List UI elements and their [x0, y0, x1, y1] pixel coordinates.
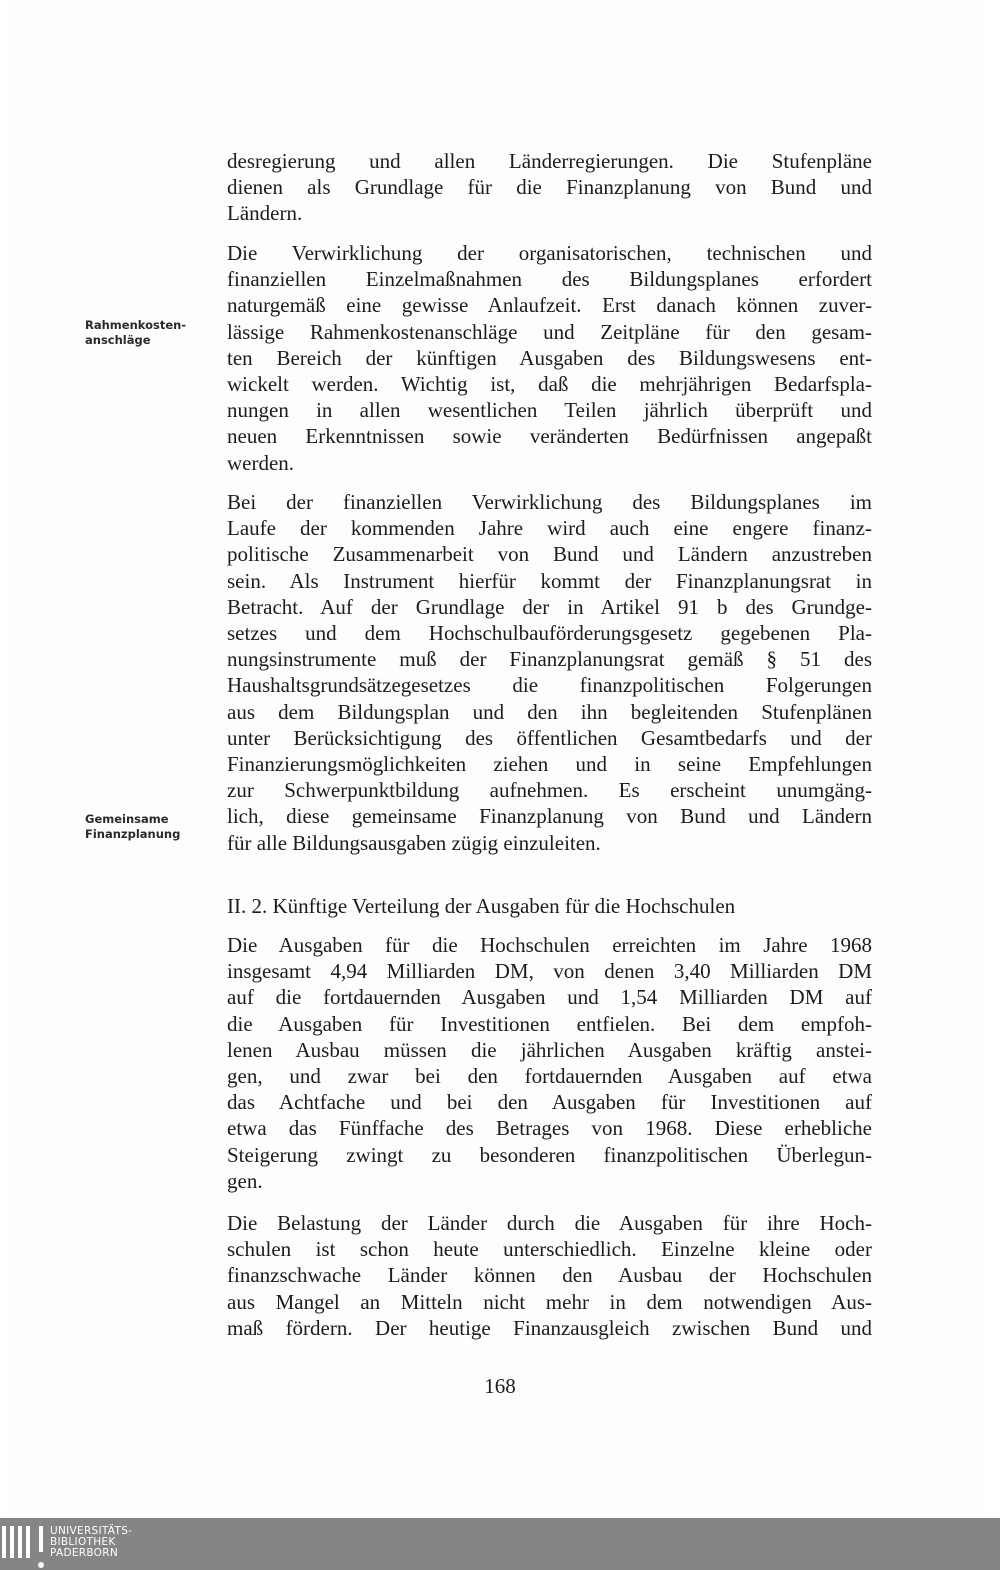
text-line: desregierung und allen Länderregierungen. Die Stufenpläne [227, 149, 872, 173]
text-line: finanziellen Einzelmaßnahmen des Bildungsplanes erfordert [227, 267, 872, 292]
text-line: Ländern. [227, 201, 303, 226]
margin-note-line: Gemeinsame [85, 812, 169, 826]
text-line: gen, und zwar bei den fortdauernden Ausgaben auf etwa [227, 1064, 872, 1089]
text-line: wickelt werden. Wichtig ist, daß die mehrjährigen Bedarfspla- [227, 372, 872, 397]
margin-note-line: anschläge [85, 333, 151, 347]
margin-note-rahmenkosten [85, 318, 215, 348]
text-line: zur Schwerpunktbildung aufnehmen. Es erscheint unumgäng- [227, 778, 872, 803]
section-heading: II. 2. Künftige Verteilung der Ausgaben für die Hochschulen [227, 894, 736, 918]
text-line: Haushaltsgrundsätzegesetzes die finanzpolitischen Folgerungen [227, 673, 872, 698]
text-line: für alle Bildungsausgaben zügig einzuleiten. [227, 830, 601, 855]
paragraph-2 [227, 240, 872, 476]
text-line: unter Berücksichtigung des öffentlichen Gesamtbedarfs und der [227, 725, 872, 750]
text-line: lenen Ausbau müssen die jährlichen Ausgaben kräftig anstei- [227, 1037, 872, 1062]
text-line: etwa das Fünffache des Betrages von 1968. Diese erhebliche [227, 1116, 872, 1141]
document-page [10, 0, 982, 1518]
text-line: naturgemäß eine gewisse Anlaufzeit. Erst danach können zuver- [227, 293, 872, 318]
text-line: sein. Als Instrument hierfür kommt der Finanzplanungsrat in [227, 568, 872, 593]
text-line: neuen Erkenntnissen sowie veränderten Bedürfnissen angepaßt [227, 424, 872, 449]
text-line: finanzschwache Länder können den Ausbau der Hochschulen [227, 1263, 872, 1288]
text-line: ten Bereich der künftigen Ausgaben des Bildungswesens ent- [227, 345, 872, 370]
text-line: politische Zusammenarbeit von Bund und Ländern anzustreben [227, 542, 872, 567]
text-line: gen. [227, 1168, 263, 1193]
text-line: setzes und dem Hochschulbauförderungsgesetz gegebenen Pla- [227, 621, 872, 646]
text-line: Laufe der kommenden Jahre wird auch eine engere finanz- [227, 516, 872, 541]
page-number: 168 [484, 1374, 516, 1398]
text-line: die Ausgaben für Investitionen entfielen. Bei dem empfoh- [227, 1011, 872, 1036]
text-line: aus Mangel an Mitteln nicht mehr in dem notwendigen Aus- [227, 1289, 872, 1314]
library-name [50, 1526, 132, 1559]
text-line: Die Belastung der Länder durch die Ausgaben für ihre Hoch- [227, 1211, 872, 1235]
library-name-line: UNIVERSITÄTS- [50, 1525, 133, 1537]
paragraph-5 [227, 1210, 872, 1341]
text-line: maß fördern. Der heutige Finanzausgleich zwischen Bund und [227, 1315, 872, 1340]
paragraph-4 [227, 932, 872, 1194]
library-logo-icon [2, 1526, 42, 1564]
text-line: Betracht. Auf der Grundlage der in Artikel 91 b des Grundge- [227, 594, 872, 619]
text-line: nungen in allen wesentlichen Teilen jährlich überprüft und [227, 398, 872, 423]
margin-note-gemeinsame [85, 812, 215, 842]
text-line: Die Ausgaben für die Hochschulen erreichten im Jahre 1968 [227, 933, 872, 957]
margin-note-line: Finanzplanung [85, 827, 181, 841]
text-line: das Achtfache und bei den Ausgaben für Investitionen auf [227, 1090, 872, 1115]
text-line: Die Verwirklichung der organisatorischen, technischen und [227, 241, 872, 265]
text-line: Steigerung zwingt zu besonderen finanzpolitischen Überlegun- [227, 1142, 872, 1167]
text-line: nungsinstrumente muß der Finanzplanungsrat gemäß § 51 des [227, 647, 872, 672]
paragraph-3 [227, 489, 872, 856]
text-line: aus dem Bildungsplan und den ihn begleitenden Stufenplänen [227, 699, 872, 724]
paragraph-1 [227, 148, 872, 227]
library-name-line: BIBLIOTHEK [50, 1536, 116, 1548]
library-footer [0, 1518, 1000, 1570]
margin-note-line: Rahmenkosten- [85, 318, 187, 332]
library-name-line: PADERBORN [50, 1547, 118, 1559]
text-line: werden. [227, 450, 295, 475]
text-line: lässige Rahmenkostenanschläge und Zeitpläne für den gesam- [227, 319, 872, 344]
text-line: auf die fortdauernden Ausgaben und 1,54 Milliarden DM auf [227, 985, 872, 1010]
text-line: schulen ist schon heute unterschiedlich. Einzelne kleine oder [227, 1237, 872, 1262]
text-line: insgesamt 4,94 Milliarden DM, von denen 3,40 Milliarden DM [227, 959, 872, 984]
text-line: dienen als Grundlage für die Finanzplanung von Bund und [227, 175, 872, 200]
text-line: lich, diese gemeinsame Finanzplanung von Bund und Ländern [227, 804, 872, 829]
text-line: Bei der finanziellen Verwirklichung des Bildungsplanes im [227, 490, 872, 514]
text-line: Finanzierungsmöglichkeiten ziehen und in seine Empfehlungen [227, 752, 872, 777]
